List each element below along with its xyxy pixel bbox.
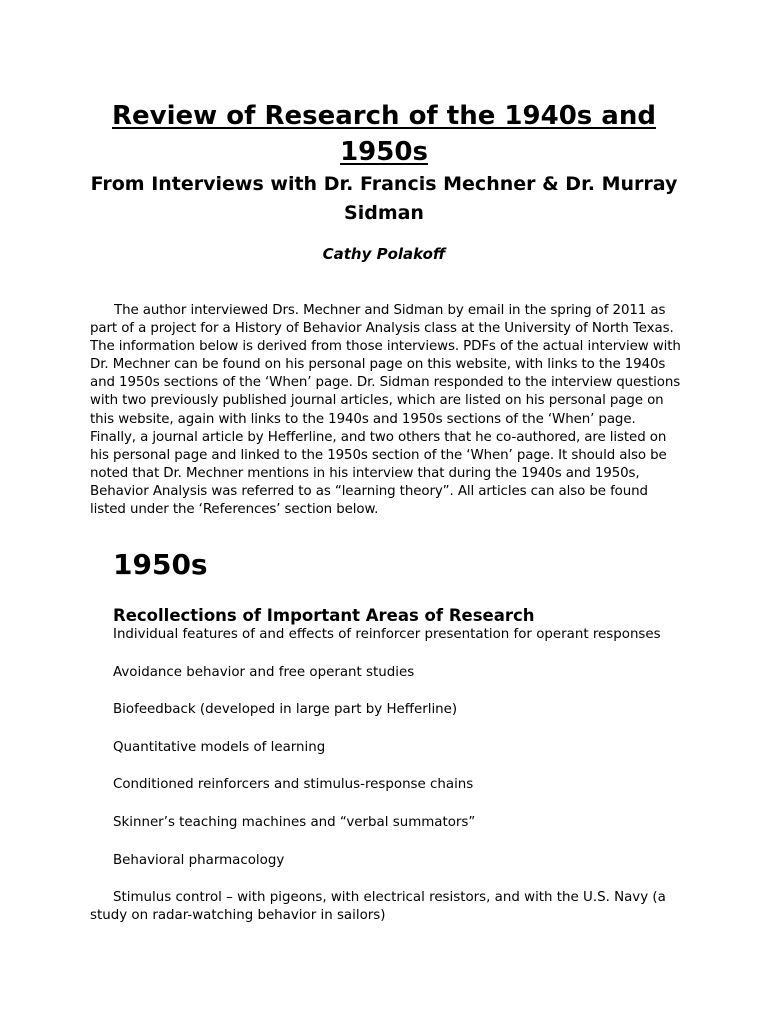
section-heading-1950s: 1950s xyxy=(113,548,208,581)
list-item: Conditioned reinforcers and stimulus-response chains xyxy=(113,777,474,793)
list-item: Avoidance behavior and free operant studies xyxy=(113,664,415,680)
list-item: Behavioral pharmacology xyxy=(113,852,285,868)
subsection-heading: Recollections of Important Areas of Research xyxy=(113,606,535,625)
research-areas-list xyxy=(90,626,690,945)
list-item: Quantitative models of learning xyxy=(113,739,326,755)
list-item: Individual features of and effects of reinforcer presentation for operant responses xyxy=(113,627,661,642)
document-subtitle: From Interviews with Dr. Francis Mechner & Dr. Murray Sidman xyxy=(90,173,678,224)
document-title: Review of Research of the 1940s and 1950s xyxy=(112,101,656,167)
list-item: Skinner’s teaching machines and “verbal summators” xyxy=(113,814,476,830)
list-item: Biofeedback (developed in large part by Hefferline) xyxy=(113,702,458,718)
document-author: Cathy Polakoff xyxy=(322,245,446,263)
intro-paragraph: The author interviewed Drs. Mechner and Sidman by email in the spring of 2011 as part of a project for a History of Behavior Analysis class at the University of North Texas. The information below is derived from those interviews. PDFs of the actual interview with Dr. Mechner can be found on his personal page on this website, with links to the 1940s and 1950s sections of the ‘When’ page. Dr. Sidman responded to the interview questions with two previously published journal articles, which are listed on his personal page on this website, again with links to the 1940s and 1950s sections of the ‘When’ page. Finally, a journal article by Hefferline, and two others that he co-authored, are listed on his personal page and linked to the 1950s section of the ‘When’ page. It should also be noted that Dr. Mechner mentions in his interview that during the 1940s and 1950s, Behavior Analysis was referred to as “learning theory”. All articles can also be found listed under the ‘References’ section below. xyxy=(90,303,681,518)
list-item: Stimulus control – with pigeons, with electrical resistors, and with the U.S. Navy (a study on radar-watching behavior in sailors) xyxy=(90,890,666,924)
